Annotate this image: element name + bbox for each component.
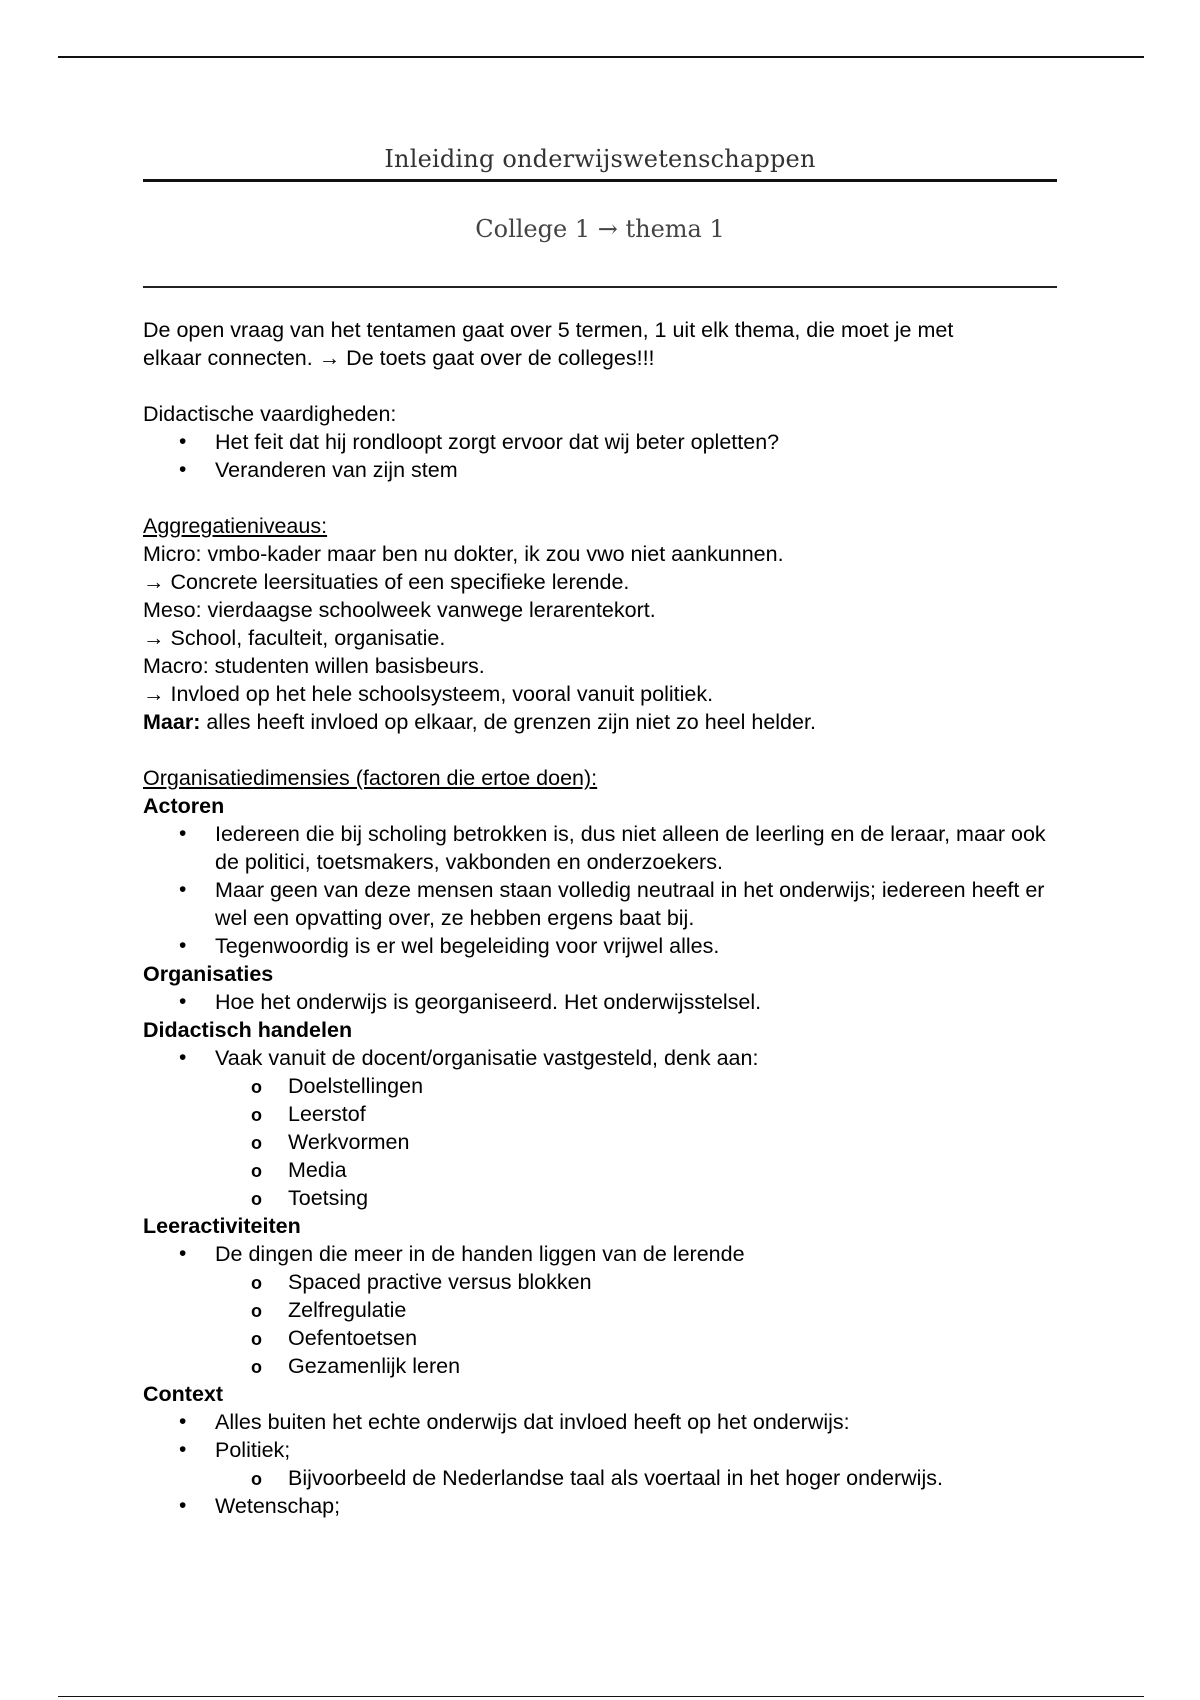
maar-label: Maar: <box>143 710 201 734</box>
sublist-item: o Media <box>143 1156 1057 1184</box>
sublist-item: o Doelstellingen <box>143 1072 1057 1100</box>
sublist-item: o Spaced practive versus blokken <box>143 1268 1057 1296</box>
subtitle-divider <box>143 286 1057 288</box>
aggregatie-meso: Meso: vierdaagse schoolweek vanwege lerarentekort. <box>143 598 656 622</box>
didactische-heading: Didactische vaardigheden: <box>143 402 397 426</box>
didactisch-sublist <box>143 1072 1057 1212</box>
context-list <box>143 1408 1057 1464</box>
list-item: • Vaak vanuit de docent/organisatie vastgesteld, denk aan: <box>143 1044 1057 1072</box>
aggregatie-macro: Macro: studenten willen basisbeurs. <box>143 654 485 678</box>
sublist-item: o Oefentoetsen <box>143 1324 1057 1352</box>
document-subtitle: College 1 → thema 1 <box>475 215 725 243</box>
organisaties-list <box>143 988 1057 1016</box>
document-title: Inleiding onderwijswetenschappen <box>384 145 816 173</box>
actoren-list <box>143 820 1057 960</box>
list-item: • Wetenschap; <box>143 1492 1057 1520</box>
list-item: • Politiek; <box>143 1436 1057 1464</box>
leeractiviteiten-heading: Leeractiviteiten <box>143 1214 301 1238</box>
list-item: • Hoe het onderwijs is georganiseerd. Het onderwijsstelsel. <box>143 988 1057 1016</box>
organisaties-heading: Organisaties <box>143 962 274 986</box>
sublist-item: o Werkvormen <box>143 1128 1057 1156</box>
list-item: • De dingen die meer in de handen liggen van de lerende <box>143 1240 1057 1268</box>
document-body <box>143 316 1057 1520</box>
didactisch-list <box>143 1044 1057 1072</box>
intro-line-1: De open vraag van het tentamen gaat over 5 termen, 1 uit elk thema, die moet je met <box>143 318 954 342</box>
list-item: • Iedereen die bij scholing betrokken is, dus niet alleen de leerling en de leraar, maar ook de politici, toetsmakers, vakbonden en onderzoekers. <box>143 820 1057 876</box>
aggregatie-macro-note: → Invloed op het hele schoolsysteem, vooral vanuit politiek. <box>143 682 714 706</box>
list-item: • Veranderen van zijn stem <box>143 456 1057 484</box>
sublist-item: o Gezamenlijk leren <box>143 1352 1057 1380</box>
list-item: • Het feit dat hij rondloopt zorgt ervoor dat wij beter opletten? <box>143 428 1057 456</box>
context-sublist <box>143 1464 1057 1492</box>
didactische-list <box>143 428 1057 484</box>
context-heading: Context <box>143 1382 224 1406</box>
sublist-item: o Toetsing <box>143 1184 1057 1212</box>
maar-text: alles heeft invloed op elkaar, de grenzen zijn niet zo heel helder. <box>200 710 816 734</box>
aggregatie-maar-line <box>143 708 1057 736</box>
document-page <box>143 140 1057 1520</box>
sublist-item: o Bijvoorbeeld de Nederlandse taal als voertaal in het hoger onderwijs. <box>143 1464 1057 1492</box>
leeractiviteiten-list <box>143 1240 1057 1268</box>
intro-line-2: elkaar connecten. → De toets gaat over de colleges!!! <box>143 346 655 370</box>
sublist-item: o Zelfregulatie <box>143 1296 1057 1324</box>
aggregatie-meso-note: → School, faculteit, organisatie. <box>143 626 446 650</box>
aggregatie-micro-note: → Concrete leersituaties of een specifieke lerende. <box>143 570 630 594</box>
didactisch-heading: Didactisch handelen <box>143 1018 353 1042</box>
organisatie-heading: Organisatiedimensies (factoren die ertoe doen): <box>143 766 598 790</box>
list-item: • Tegenwoordig is er wel begeleiding voor vrijwel alles. <box>143 932 1057 960</box>
aggregatie-micro: Micro: vmbo-kader maar ben nu dokter, ik zou vwo niet aankunnen. <box>143 542 784 566</box>
leeractiviteiten-sublist <box>143 1268 1057 1380</box>
page-bottom-border <box>58 1696 1144 1697</box>
aggregatie-heading: Aggregatieniveaus: <box>143 514 328 538</box>
page-top-border <box>58 56 1144 58</box>
list-item: • Maar geen van deze mensen staan volledig neutraal in het onderwijs; iedereen heeft er wel een opvatting over, ze hebben ergens baat bij. <box>143 876 1057 932</box>
context-list-continued <box>143 1492 1057 1520</box>
actoren-heading: Actoren <box>143 794 225 818</box>
sublist-item: o Leerstof <box>143 1100 1057 1128</box>
list-item: • Alles buiten het echte onderwijs dat invloed heeft op het onderwijs: <box>143 1408 1057 1436</box>
title-divider <box>143 179 1057 182</box>
